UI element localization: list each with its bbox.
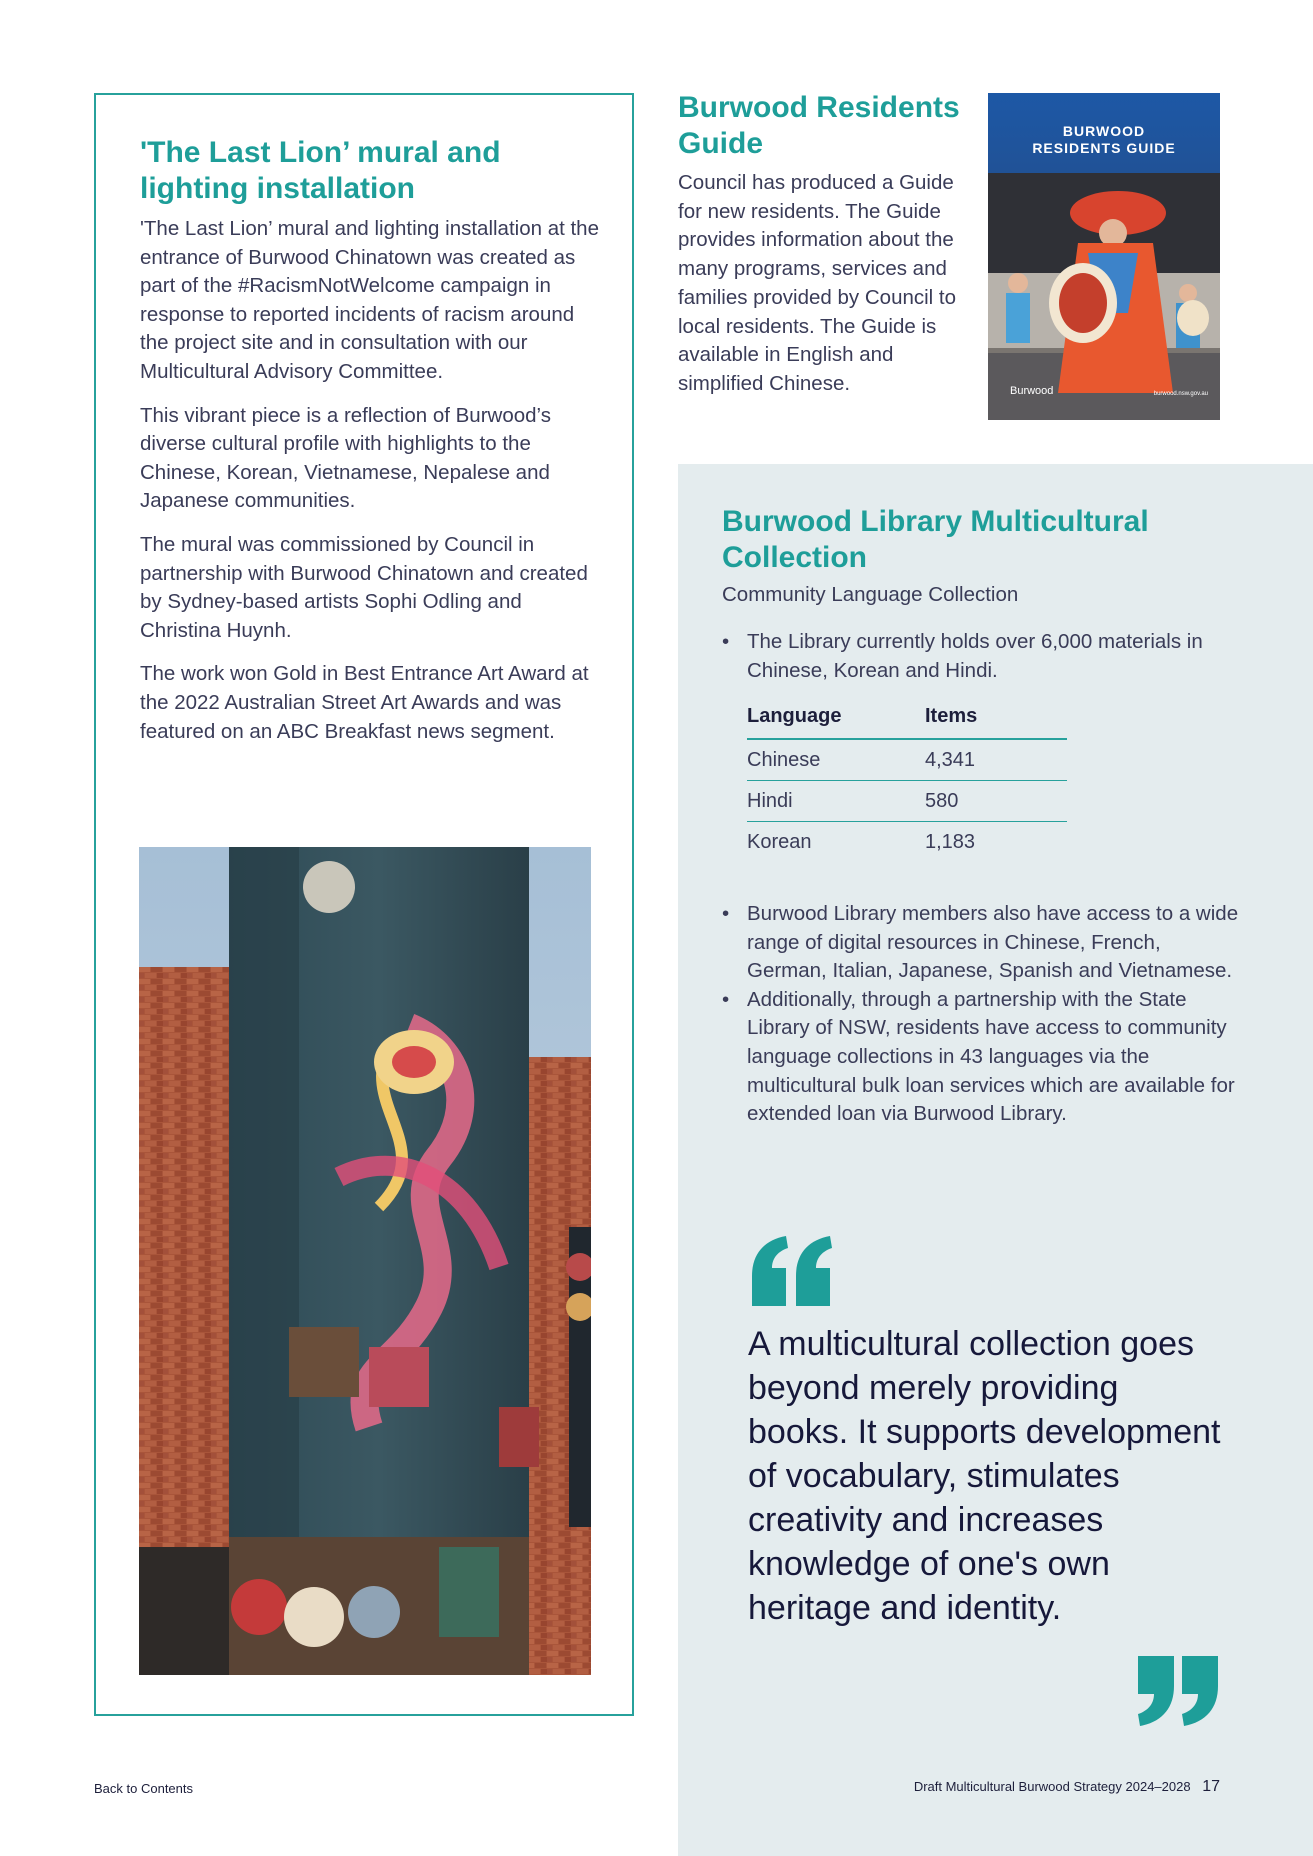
table-cell-language: Korean [747,830,812,853]
mural-paragraph: 'The Last Lion’ mural and lighting installation at the entrance of Burwood Chinatown was created as part of the #RacismNotWelcome campaign in response to reported incidents of racism around the project site and in consultation with our Multicultural Advisory Committee. [140,217,599,383]
guide-cover-url: burwood.nsw.gov.au [1153,391,1208,397]
close-quote-icon [1134,1650,1224,1730]
table-row [747,781,1067,822]
table-cell-items: 4,341 [925,739,1067,781]
guide-cover-title-line: RESIDENTS GUIDE [1032,140,1176,156]
bullet-text: The Library currently holds over 6,000 materials in Chinese, Korean and Hindi. [747,630,1203,682]
library-panel [678,464,1313,1856]
table-row [747,739,1067,781]
mural-paragraph: The mural was commissioned by Council in partnership with Burwood Chinatown and created by Sydney-based artists Sophi Odling and Christina Huynh. [140,532,588,642]
guide-body: Council has produced a Guide for new residents. The Guide provides information about the many programs, services and families provided by Council to local residents. The Guide is available in English and simplified Chinese. [678,171,957,395]
list-item [722,986,1242,1129]
library-subheading: Community Language Collection [722,583,1019,606]
table-row [747,822,1067,863]
pull-quote: A multicultural collection goes beyond merely providing books. It supports development of vocabulary, stimulates creativity and increases knowledge of one's own heritage and identity. [748,1325,1221,1627]
column-header-language: Language [747,702,925,739]
mural-paragraph: The work won Gold in Best Entrance Art Award at the 2022 Australian Street Art Awards and was featured on an ABC Breakfast news segment. [140,662,589,743]
burwood-logo: Burwood [1010,385,1054,397]
table-header-row [747,702,1067,739]
bullet-dot: • [722,987,730,1011]
guide-heading: Burwood Residents Guide [678,91,960,160]
bullet-dot: • [722,902,730,925]
mural-paragraph: This vibrant piece is a reflection of Burwood’s diverse cultural profile with highlights to the Chinese, Korean, Vietnamese, Nepalese and Japanese communities. [140,403,551,513]
list-item [722,628,1242,685]
bullet-dot: • [722,630,730,653]
residents-guide-cover [988,93,1220,420]
mural-photo-illustration [139,847,591,1675]
open-quote-icon [746,1234,836,1314]
guide-cover-title [988,123,1220,157]
document-title: Draft Multicultural Burwood Strategy 2024–2028 [913,1779,1191,1794]
page-number: 17 [1202,1778,1220,1795]
library-bullet-list [722,900,1242,1129]
bullet-text: Burwood Library members also have access to a wide range of digital resources in Chinese, French, German, Italian, Japanese, Spanish and Vietnamese. [747,902,1239,983]
table-cell-language: Hindi [747,781,925,822]
back-to-contents-link[interactable]: Back to Contents [94,1781,193,1796]
library-bullet-list [722,628,1242,685]
language-table [747,702,1067,862]
table-cell-items: 1,183 [925,830,976,853]
list-item [722,900,1242,986]
bullet-text: Additionally, through a partnership with the State Library of NSW, residents have access to community language collections in 43 languages via the multicultural bulk loan services which are available for extended loan via Burwood Library. [747,987,1235,1126]
column-header-items: Items [925,702,1067,739]
mural-body [140,215,600,761]
page-footer [914,1778,1220,1796]
guide-cover-title-line: BURWOOD [1062,123,1146,139]
mural-photo [139,847,591,1675]
mural-feature-box [94,93,634,1716]
mural-heading: 'The Last Lion’ mural and lighting installation [140,136,501,205]
table-cell-items: 580 [925,781,1067,822]
table-cell-language: Chinese [747,739,925,781]
library-heading: Burwood Library Multicultural Collection [722,505,1149,574]
